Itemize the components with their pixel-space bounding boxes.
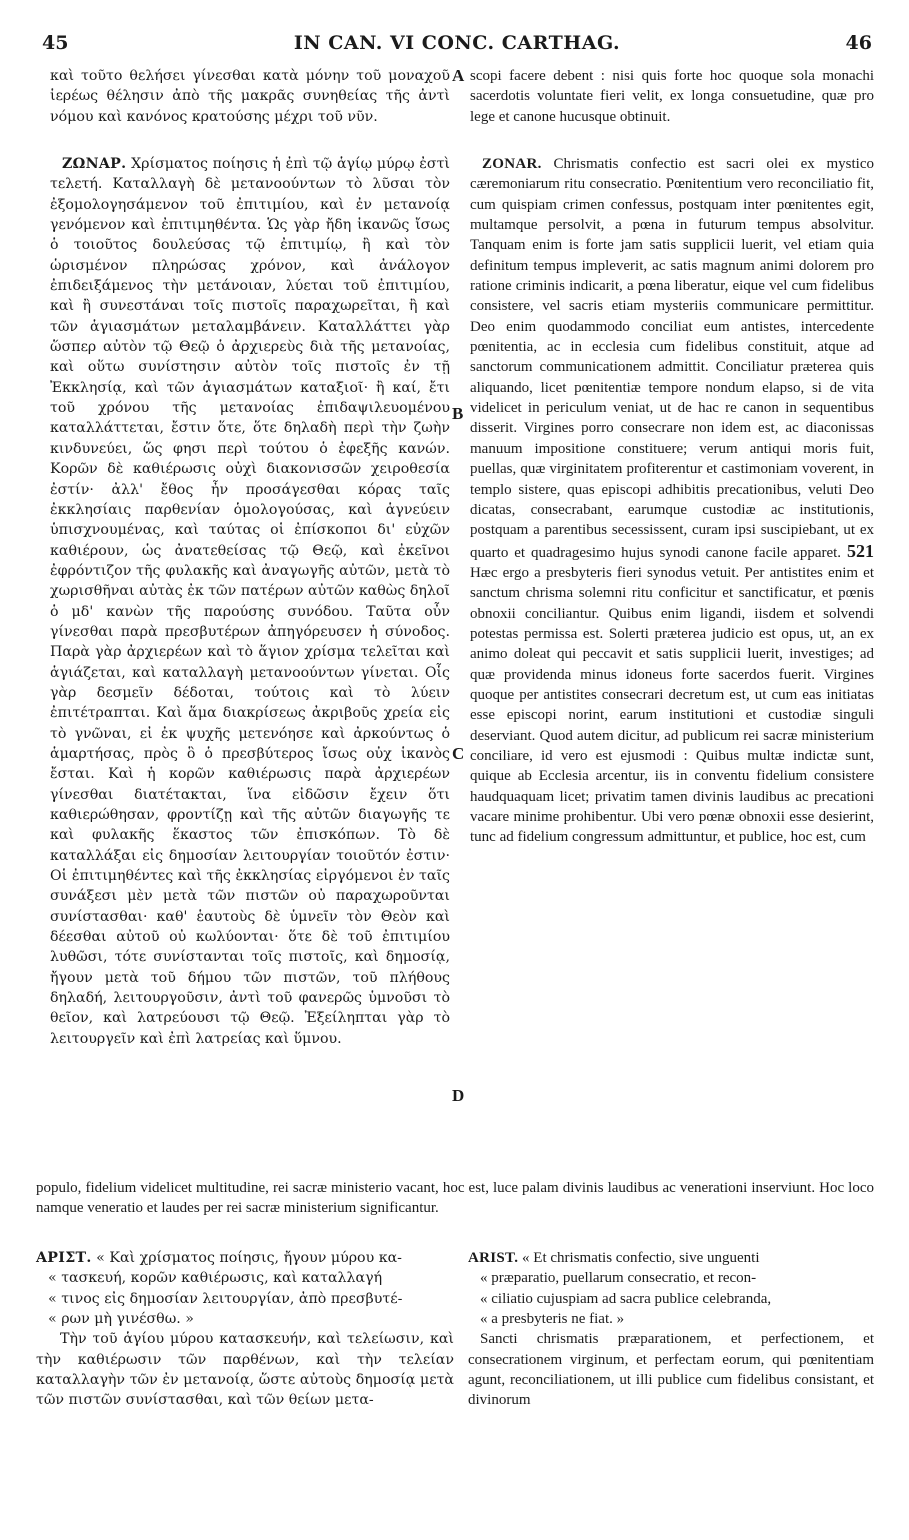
page-header [40, 32, 874, 60]
greek-quote-line: « τινος εἰς δημοσίαν λειτουργίαν, ἀπὸ πρεσβυτέ- [48, 1290, 403, 1307]
margin-marker-d: D [452, 1086, 465, 1105]
latin-quote-line: « ciliatio cujuspiam ad sacra publice celebranda, [480, 1290, 772, 1307]
greek-zonaras-label: ΖΩΝΑΡ. [62, 156, 127, 172]
greek-quote-line: « Καὶ χρίσματος ποίησις, ἤγουν μύρου κα- [96, 1250, 402, 1266]
latin-top-text: scopi facere debent : nisi quis forte hoc quoque sola monachi sacerdotis voluntate fieri velit, ex longa consuetudine, quæ pro lege et canone hucusque obtinuit. [470, 68, 874, 125]
full-width-continuation [36, 1178, 874, 1219]
latin-zonaras-text-a: Chrismatis confectio est sacri olei ex mystico cæremoniarum ritu consecratio. Pœnitentium vero reconciliatio fit, cum quispiam crimen confessus, postquam inter pœnitentes egit, multamque persolvit, a pœna in futurum tempus absolvitur. Tanquam enim is forte jam satis supplicii luerit, vel etiam quia definitum tempus impleverit, ac satis magnum animi dolorem pro ratione criminis indicarit, a pœna liberatur, eique vel cum fidelibus consistere, vel sacris etiam mysteriis communicare permittitur. Deo enim quodammodo conciliat eum antistes, intercedente pœnitentia, ac in ecclesia cum fidelibus constituit, atque ad sanctorum communicationem admittit. Conciliatur præterea quis aliquando, licet pœnitentiæ tempore nondum elapso, si de vita videlicet in periculum veniat, ut de hac re canon in sequentibus disserit. Virgines porro consecrare non idem est, ac diaconissas manuum impositione constituere; verum antiqui moris fuit, puellas, quæ virginitatem profiterentur et castimoniam voverent, in templo sistere, quas episcopi adhibitis precationibus, veluti Deo dicatas, consecrabant, earumque custodiæ ac institutionis, postquam a parentibus secessissent, curam ipsi suscipiebant, ut ex quarto et quadragesimo hujus synodi canone facile apparet. [470, 156, 874, 561]
margin-marker-a: A [452, 66, 465, 85]
greek-zonaras-text: Χρίσματος ποίησις ἡ ἐπὶ τῷ ἁγίῳ μύρῳ ἐστὶ τελετή. Καταλλαγὴ δὲ μετανοούντων τὸ λῦσαι τὸν ἐξομολογησάμενον τοῦ ἐπιτιμίου, καὶ ἐν μετανοίᾳ γενόμενον καὶ ἐπιτιμηθέντα. Ὡς γὰρ ἤδη ἱκανῶς ἴσως ὁ τοιοῦτος δουλεύσας τῷ ἐπιτιμίῳ, ἢ καὶ τὸν ὡρισμένον πληρώσας χρόνον, καὶ ἀνάλογον ἐπιδειξάμενος τὴν μετάνοιαν, λύεται τοῦ ἐπιτιμίου, καὶ ἢ συνεστάναι τοῖς πιστοῖς παραχωρεῖται, ἢ καὶ τῶν ἁγιασμάτων μεταλαμβάνειν. Καταλλάττει γὰρ ὥσπερ αὐτὸν τῷ Θεῷ ὁ ἀρχιερεὺς διὰ τῆς μετανοίας, καὶ οὕτω συνίστησιν αὐτὸν τοῖς πιστοῖς ἐν τῇ Ἐκκλησίᾳ, καὶ τῶν ἁγιασμάτων καταξιοῖ· ἢ καί, ἔτι τοῦ χρόνου τῆς μετανοίας ἐπιδαψιλευομένου καταλλάττεται, ἔστιν ὅτε, ὅτε δηλαδὴ περὶ τὴν ζωὴν κινδυνεύει, ὥς φησι περὶ τούτου ὁ ἐφεξῆς κανών. Κορῶν δὲ καθιέρωσις οὐχὶ διακονισσῶν χειροθεσία ἐστίν· ἀλλ' ἔθος ἦν προσάγεσθαι κόρας ταῖς ἐκκλησίαις παρθενίαν ὁμολογούσας, καὶ ἁγνεύειν ὑπισχνουμένας, καὶ ταύτας οἱ ἐπίσκοποι δι' εὐχῶν καθιέρουν, ὡς ἀνατεθείσας τῷ Θεῷ, καὶ ἐκεῖνοι ἐφρόντιζον τῆς φυλακῆς καὶ ἀναγωγῆς αὐτῶν, μετὰ τὸ χωρισθῆναι αὐτὰς ἐκ τῶν πατέρων αὐτῶν καθὼς δηλοῖ ὁ μδ' κανὼν τῆς παρούσης συνόδου. Ταῦτα οὖν γίνεσθαι παρὰ πρεσβυτέρων ἀπηγόρευσεν ἡ σύνοδος. Παρὰ γὰρ ἀρχιερέων καὶ τὸ ἅγιον χρίσμα τελεῖται καὶ ἁγιάζεται, καὶ καταλλαγὴ μετανοούντων γίνεται. Οἷς γὰρ δεσμεῖν δέδοται, τούτοις καὶ τὸ λύειν ἐπιτέτραπται. Καὶ ἅμα διακρίσεως ἀκριβοῦς χρεία εἰς τὸ γνῶναι, εἰ ἐκ ψυχῆς μετενόησε καὶ ἀρκούντως ὁ ἁμαρτήσας, πρὸς ὃ ὁ πρεσβύτερος ἴσως οὐχ ἱκανὸς ἔσται. Καὶ ἡ κορῶν καθιέρωσις παρὰ ἀρχιερέων γίνεσθαι διατέτακται, ἵνα εἰδῶσιν ἔχειν ὅτι καθιερώθησαν, φροντίζῃ καὶ τῆς αὐτῶν διαγωγῆς τε καὶ φυλακῆς ἕκαστος τῶν ἐπισκόπων. Τὸ δὲ καταλλάξαι εἰς δημοσίαν λειτουργίαν τοιοῦτόν ἐστιν· Οἱ ἐπιτιμηθέντες καὶ τῆς ἐκκλησίας εἰργόμενοι ἐν ταῖς συνάξεσι μὲν μετὰ τῶν πιστῶν οὐ παραχωροῦνται συνίστασθαι· καθ' ἑαυτοὺς δὲ ὑμνεῖν τὸν Θεὸν καὶ δέεσθαι αὐτοῦ οὐ κωλύονται· ὅτε δὲ τοῦ ἐπιτιμίου λυθῶσι, τότε συνίστανται τοῖς πιστοῖς, καὶ δημοσίᾳ, ἤγουν μετὰ τοῦ δήμου τῶν πιστῶν, τοῦ πλήθους δηλαδή, λειτουργοῦσιν, ἀντὶ τοῦ φανερῶς ὑμνοῦσι τὸ θεῖον, καὶ λατρεύουσι τῷ Θεῷ. Ἐξείληπται γὰρ τὸ λειτουργεῖν καὶ ἐπὶ λατρείας καὶ ὕμνου. [50, 156, 450, 1047]
greek-aristenus-quote [36, 1248, 454, 1329]
latin-top-paragraph [470, 66, 874, 127]
latin-aristenus-label: ARIST. [468, 1250, 519, 1266]
greek-aristenus-label: ΑΡΙΣΤ. [36, 1250, 92, 1266]
latin-quote-line: « a presbyteris ne fiat. » [480, 1311, 625, 1328]
greek-aristenus-body: Τὴν τοῦ ἁγίου μύρου κατασκευήν, καὶ τελείωσιν, καὶ τὴν καθιέρωσιν τῶν παρθένων, καὶ τὴν τελείαν καταλλαγὴν τῶν ἐν μετανοίᾳ, ὥστε αὐτοὺς δημοσίᾳ μετὰ τῶν πιστῶν συνίστασθαι, καὶ τῶν θείων μετα- [36, 1331, 454, 1409]
greek-top-text: καὶ τοῦτο θελήσει γίνεσθαι κατὰ μόνην τοῦ μοναχοῦ ἱερέως θέλησιν ἀπὸ τῆς μακρᾶς συνηθείας τῆς ἀντὶ νόμου καὶ κανόνος κρατούσης μέχρι τοῦ νῦν. [50, 68, 450, 125]
greek-quote-line: « ρων μὴ γινέσθω. » [48, 1311, 194, 1328]
margin-marker-b: B [452, 404, 464, 423]
latin-aristenus-column [468, 1248, 874, 1411]
latin-aristenus-body: Sancti chrismatis præparationem, et perfectionem, et consecrationem virginum, et perfectam eorum, qui pœnitentiam agunt, reconciliationem, ut illi publice cum fidelibus consistant, et divinorum [468, 1331, 874, 1409]
full-width-text: populo, fidelium videlicet multitudine, rei sacræ ministerio vacant, hoc est, luce palam divinis laudibus ac venerationi inserviunt. Hoc loco namque veneratio et laudes per rei sacræ ministerium significantur. [36, 1180, 874, 1217]
latin-quote-line: « Et chrismatis confectio, sive unguenti [522, 1250, 760, 1266]
running-title: IN CAN. VI CONC. CARTHAG. [293, 32, 621, 54]
right-page-number: 46 [845, 32, 872, 54]
greek-zonaras-column [50, 154, 450, 1049]
latin-zonaras-column [470, 154, 874, 848]
latin-aristenus-quote [468, 1248, 874, 1329]
latin-zonaras-text-b: Hæc ergo a presbyteris fieri synodus vetuit. Per antistites enim et sanctum chrisma solemni ritu conficitur et sanctificatur, et pœnis obnoxii conciliantur. Quibus enim ligandi, iisdem et solvendi potestas permissa est. Solerti præterea judicio est opus, ut, an ex animo doleat qui peccavit et satis supplicii luerit, investiges; ad quæ providenda minus idoneus forte sacerdos fuerit. Virgines quoque per antistites consecrari decretum est, ut cum eas initiatas esse episcopi norint, earum institutioni et custodiæ singuli deserviant. Quod autem dicitur, ad publicum rei sacræ ministerium conciliare, id vero est ejusmodi : Quibus multæ indictæ sunt, quique ab Ecclesia arcentur, iis in conventu fidelium consistere haudquaquam licet; privatim tamen divinis laudibus ac precationi vacare minime prohibentur. Ubi vero pœnæ obnoxii esse desierint, tunc ad fidelium congressum admittuntur, et publice, hoc est, cum [470, 564, 874, 846]
latin-quote-line: « præparatio, puellarum consecratio, et recon- [480, 1270, 757, 1287]
inline-page-number: 521 [847, 540, 875, 561]
greek-quote-line: « τασκευή, κορῶν καθιέρωσις, καὶ καταλλαγή [48, 1270, 383, 1287]
left-page-number: 45 [42, 32, 69, 54]
margin-marker-c: C [452, 744, 465, 763]
greek-aristenus-column [36, 1248, 454, 1411]
latin-zonaras-label: ZONAR. [482, 156, 542, 172]
greek-top-paragraph [50, 66, 450, 127]
